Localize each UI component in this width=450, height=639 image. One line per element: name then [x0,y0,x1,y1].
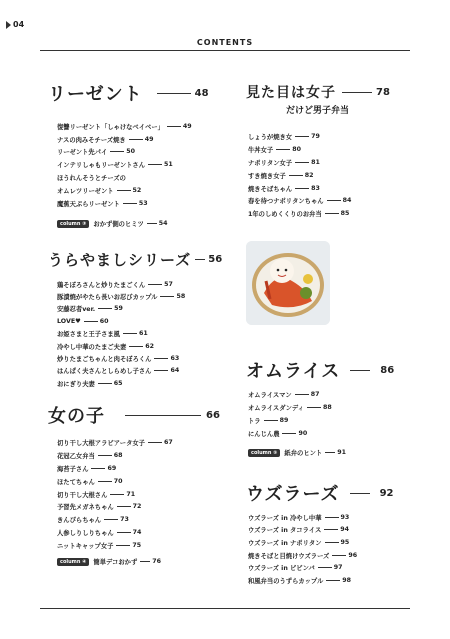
toc-entry[interactable]: おにぎり夫妻 65 [57,379,123,388]
toc-entry[interactable]: 豚漬焼がやたら長いお忍びカップル 58 [57,293,186,302]
toc-entry[interactable]: すき焼き女子 82 [248,171,314,180]
section-title: 見た目は女子 [246,85,336,101]
urayama-list [57,278,237,390]
section-page: 86 [380,364,395,376]
toc-entry[interactable]: ウズラーズ in ビビンバ 97 [248,564,343,573]
section-rule [195,259,205,260]
toc-entry[interactable]: 和風弁当のうずらカップル 98 [248,576,352,585]
section-rule [125,415,201,416]
toc-entry[interactable]: しょうが焼き女 79 [248,132,320,141]
toc-entry[interactable]: ナポリタン女子 81 [248,158,320,167]
toc-entry[interactable]: ほたてちゃん 70 [57,477,123,486]
toc-entry[interactable]: オムレツリーゼント 52 [57,186,142,195]
toc-entry[interactable]: オムライスマン 87 [248,390,320,399]
footer-rule [40,608,410,609]
toc-entry[interactable]: 海苔子さん 69 [57,464,117,473]
toc-entry[interactable]: 切り干し大根さん 71 [57,490,136,499]
section-omurice [246,357,436,383]
section-mitame [246,82,436,116]
toc-entry[interactable]: LOVE♥ 60 [57,317,109,325]
section-page: 92 [379,487,394,499]
toc-entry[interactable]: 魔蕉天ぷらリーゼント 53 [57,199,148,208]
section-regent [48,80,228,106]
section-subtitle: だけど男子弁当 [286,106,350,116]
section-title: ウズラーズ [246,484,340,505]
toc-entry[interactable]: インテリしゃもリーゼントさん 51 [57,161,173,170]
toc-entry[interactable]: 花冠乙女弁当 68 [57,451,123,460]
column-badge[interactable]: column ⑤ 紙弁のヒント 91 [248,448,346,457]
toc-entry[interactable]: きんぴらちゃん 73 [57,516,129,525]
toc-entry[interactable]: お姫さまと王子さま風 61 [57,330,148,339]
toc-entry[interactable]: リーゼント先パイ 50 [57,148,136,157]
toc-entry[interactable]: ナスの肉みそチーズ焼き 49 [57,135,154,144]
toc-entry[interactable]: 予習先メガネちゃん 72 [57,503,142,512]
toc-entry[interactable]: ウズラーズ in ナポリタン 95 [248,538,350,547]
toc-entry[interactable]: 春を待つナポリタンちゃん 84 [248,197,352,206]
toc-entry[interactable]: はんぱく夫さんとしらめし子さん 64 [57,367,180,376]
mitame-list [248,130,428,220]
toc-entry[interactable]: 切り干し大根アラビアータ女子 67 [57,438,173,447]
toc-entry[interactable]: 鶏そぼろさんと炒りたまごくん 57 [57,280,173,289]
page-number [6,20,24,29]
toc-entry[interactable]: 牛丼女子 80 [248,145,301,154]
bento-illustration [246,241,330,325]
section-rule [350,370,370,371]
regent-list [57,120,237,210]
section-rule [350,493,370,494]
section-urayama [48,249,238,270]
section-page: 56 [208,254,223,265]
toc-entry[interactable]: トラ 89 [248,416,289,425]
toc-entry: ほうれんそうとチーズの [57,175,126,183]
toc-entry[interactable]: オムライスダンディ 88 [248,403,332,412]
section-title: うらやましシリーズ [48,251,192,269]
bento-photo [246,241,330,325]
page-number-text: 04 [13,20,25,29]
column-badge[interactable]: column ④ 簡単デコおかず 76 [57,557,161,566]
toc-entry[interactable]: 1年のしめくくりのお弁当 85 [248,210,350,219]
section-uzura [246,480,436,506]
section-title: オムライス [246,361,341,382]
toc-entry[interactable]: 人参しりしりちゃん 74 [57,529,142,538]
section-page: 66 [206,409,220,421]
toc-entry[interactable]: 炒りたまごちゃんと肉そぼろくん 63 [57,355,180,364]
section-page: 78 [376,86,390,98]
toc-entry[interactable]: ニットキャップ女子 75 [57,542,142,551]
toc-entry[interactable]: 焼きそばと目焼けウズラーズ 96 [248,551,358,560]
toc-entry[interactable]: 安藤忍者ver. 59 [57,305,123,314]
toc-entry[interactable]: 復讐リーゼント「しゃけなベイベー」 49 [57,122,192,131]
section-rule [342,92,372,93]
column-badge[interactable]: column ③ おかず側のヒミツ 54 [57,219,168,228]
header-rule [40,50,410,51]
section-rule [157,93,191,94]
toc-entry[interactable]: 焼きそばちゃん 83 [248,184,320,193]
section-page: 48 [194,87,209,99]
section-title: リーゼント [48,84,143,105]
onnanoko-list [57,436,237,552]
toc-entry[interactable]: ウズラーズ in 冷やし中華 93 [248,513,350,522]
uzura-list [248,511,428,587]
toc-entry[interactable]: ウズラーズ in タコライス 94 [248,526,350,535]
page-title: CONTENTS [196,38,254,47]
toc-entry[interactable]: にんじん農 90 [248,429,308,438]
section-title: 女の子 [48,406,105,427]
section-onnanoko [48,402,238,428]
omurice-list [248,388,428,440]
toc-entry[interactable]: 冷やし中華のたまご夫妻 62 [57,342,155,351]
arrow-icon [6,21,11,29]
